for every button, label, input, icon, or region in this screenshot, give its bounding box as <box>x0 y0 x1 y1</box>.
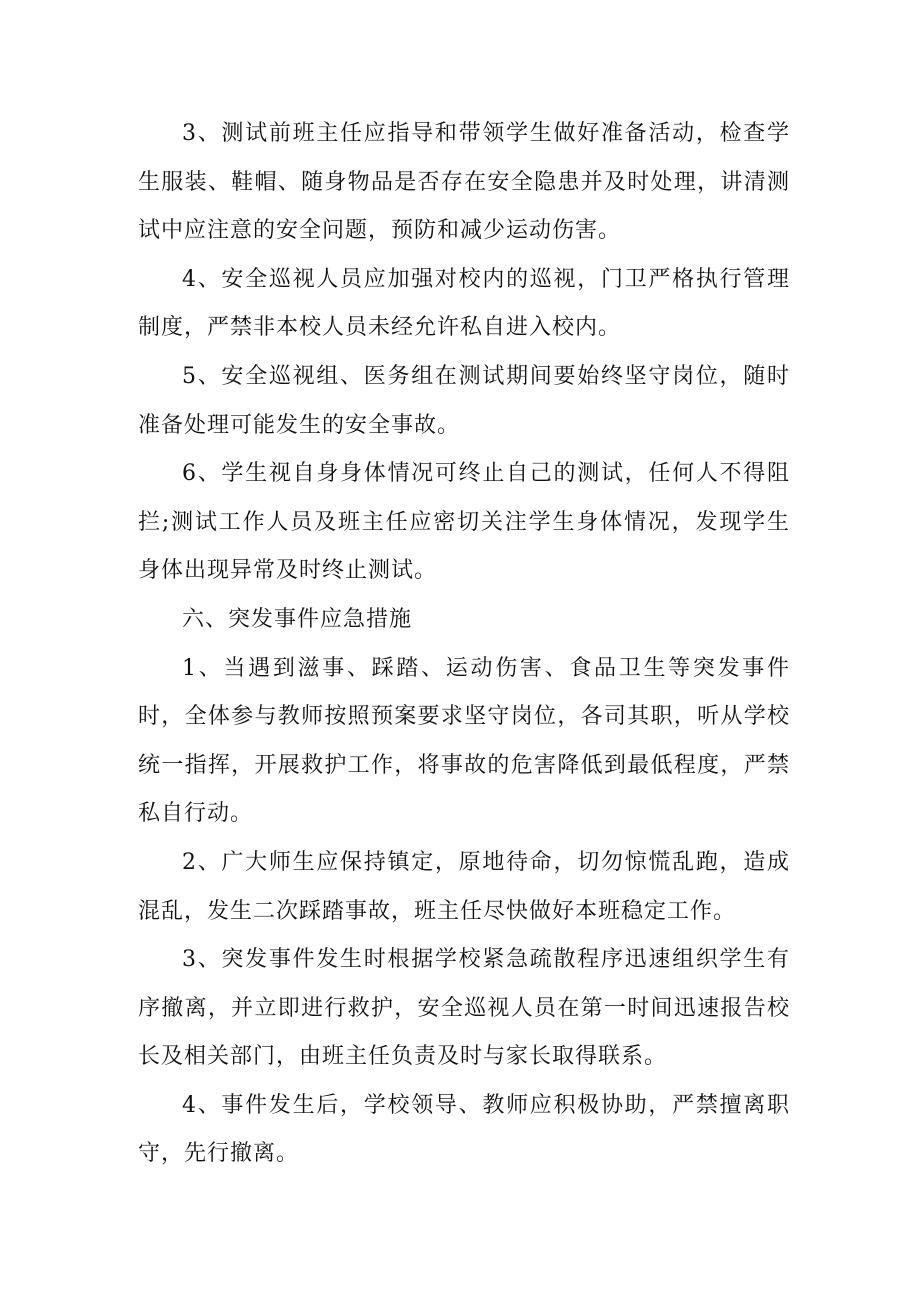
section-heading-emergency: 六、突发事件应急措施 <box>182 606 413 632</box>
paragraph-emergency-3: 3、突发事件发生时根据学校紧急疏散程序迅速组织学生有序撤离，并立即进行救护，安全巡视人员在第一时间迅速报告校长及相关部门，由班主任负责及时与家长取得联系。 <box>138 947 790 1070</box>
paragraph-item-5-medical: 5、安全巡视组、医务组在测试期间要始终坚守岗位，随时准备处理可能发生的安全事故。 <box>138 363 790 438</box>
paragraph-emergency-1: 1、当遇到滋事、踩踏、运动伤害、食品卫生等突发事件时，全体参与教师按照预案要求坚守岗位，各司其职，听从学校统一指挥，开展救护工作，将事故的危害降低到最低程度，严禁私自行动。 <box>138 655 790 827</box>
paragraph-item-4-patrol: 4、安全巡视人员应加强对校内的巡视，门卫严格执行管理制度，严禁非本校人员未经允许私自进入校内。 <box>138 266 790 341</box>
paragraph-emergency-2: 2、广大师生应保持镇定，原地待命，切勿惊慌乱跑，造成混乱，发生二次踩踏事故，班主任尽快做好本班稳定工作。 <box>138 849 790 924</box>
paragraph-item-6-student-health: 6、学生视自身身体情况可终止自己的测试，任何人不得阻拦;测试工作人员及班主任应密切关注学生身体情况，发现学生身体出现异常及时终止测试。 <box>138 461 790 584</box>
document-body <box>138 110 790 1179</box>
paragraph-emergency-4: 4、事件发生后，学校领导、教师应积极协助，严禁擅离职守，先行撤离。 <box>138 1092 790 1167</box>
paragraph-item-3-safety-prep: 3、测试前班主任应指导和带领学生做好准备活动，检查学生服装、鞋帽、随身物品是否存在安全隐患并及时处理，讲清测试中应注意的安全问题，预防和减少运动伤害。 <box>138 121 790 244</box>
